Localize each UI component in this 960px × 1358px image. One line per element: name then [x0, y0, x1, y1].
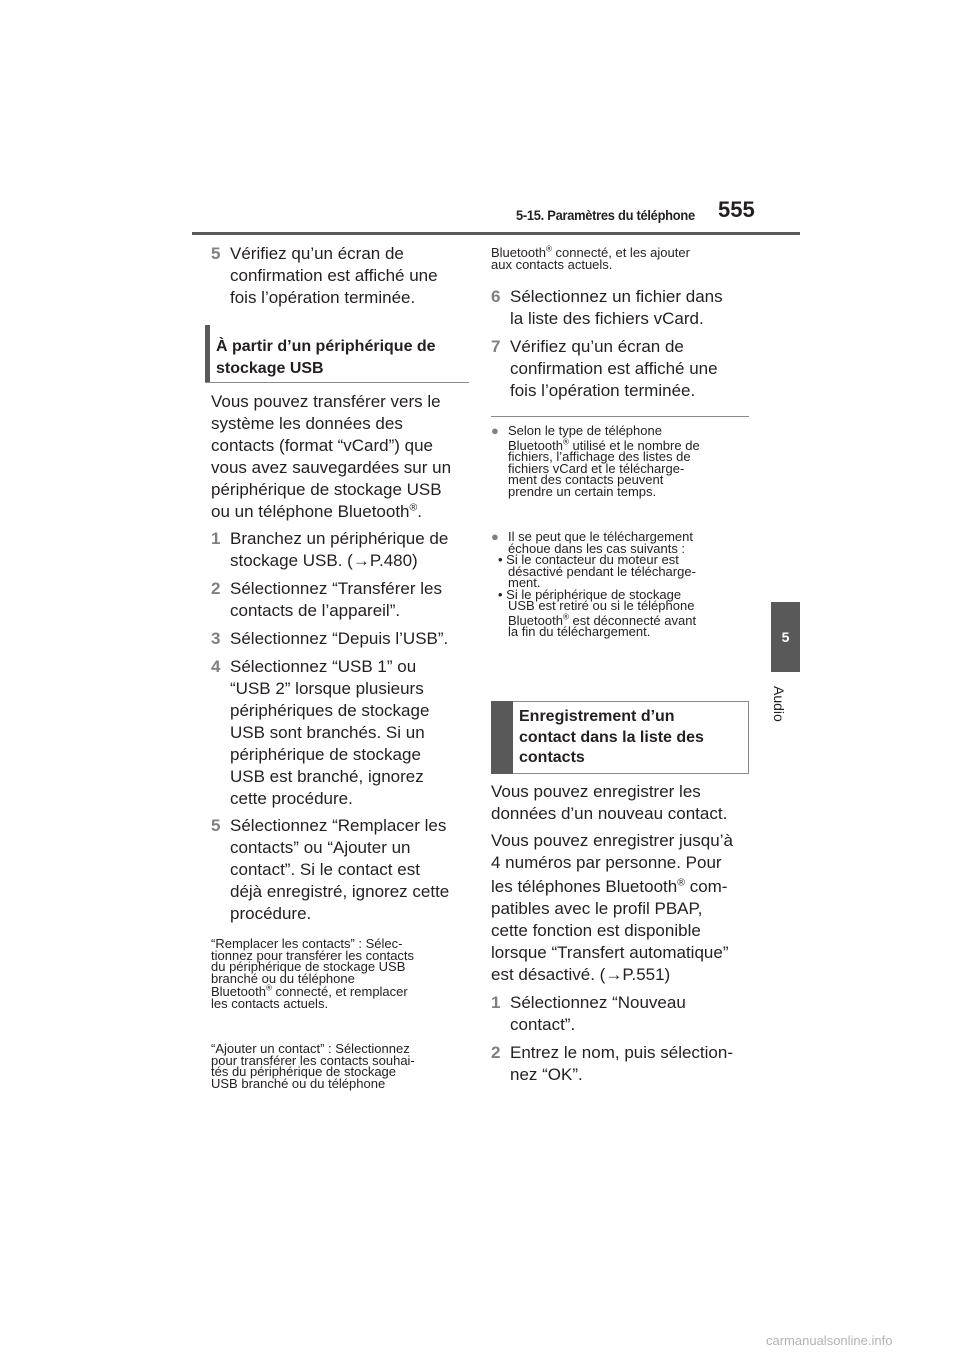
step-number: 1: [491, 993, 501, 1012]
step-4-select-usb: 4 Sélectionnez “USB 1” ou “USB 2” lorsque plusieurs périphériques de stockage USB sont branchés. Si un périphérique de stockage USB est branché, ignorez cette procédure.: [211, 657, 430, 808]
step-number: 6: [491, 287, 501, 306]
bullet-icon: ●: [491, 529, 499, 544]
step-7-confirm: 7 Vérifiez qu’un écran de confirmation est affiché une fois l’opération terminée.: [491, 337, 718, 400]
step-2-transfer: 2 Sélectionnez “Transférer les contacts de l’appareil”.: [211, 579, 442, 620]
chapter-number: 5: [781, 629, 790, 645]
page-number: 555: [718, 197, 755, 222]
step-number: 5: [211, 244, 221, 263]
step-3-from-usb: 3 Sélectionnez “Depuis l’USB”.: [211, 629, 449, 648]
register-limit-paragraph: Vous pouvez enregistrer jusqu’à 4 numéros par personne. Pour les téléphones Bluetooth® com- patibles avec le profil PBAP, cette fonction est disponible lorsque “Transfert automatique” est désactivé. (→P.551): [491, 831, 733, 984]
step-2-enter-name: 2 Entrez le nom, puis sélection- nez “OK”.: [491, 1043, 733, 1084]
note-continuation: Bluetooth® connecté, et les ajouter aux contacts actuels.: [491, 244, 690, 272]
heading-bar: [491, 701, 513, 774]
notes-rule: [491, 416, 749, 417]
heading-bar: [205, 325, 210, 383]
step-number: 1: [211, 529, 221, 548]
step-number: 2: [211, 579, 221, 598]
step-1-connect-usb: 1 Branchez un périphérique de stockage USB. (→P.480): [211, 529, 449, 570]
note-download-failure: ● Il se peut que le téléchargement échoue dans les cas suivants : • Si le contacteur du moteur est désactivé pendant le télécharge- ment. • Si le périphérique de stockage USB est retiré ou si le téléphone Bluetooth® est déconnecté avant la fin du téléchargement.: [491, 529, 697, 639]
bullet-icon: ●: [491, 423, 499, 438]
step-number: 2: [491, 1043, 501, 1062]
step-1-new-contact: 1 Sélectionnez “Nouveau contact”.: [491, 993, 686, 1034]
step-6-select-file: 6 Sélectionnez un fichier dans la liste des fichiers vCard.: [491, 287, 723, 328]
step-number: 7: [491, 337, 501, 356]
note-download-time: ● Selon le type de téléphone Bluetooth® utilisé et le nombre de fichiers, l’affichage des listes de fichiers vCard et le télécharge- ment des contacts peuvent prendre un certain temps.: [491, 423, 700, 499]
step-number: 4: [211, 657, 221, 676]
usb-intro-paragraph: Vous pouvez transférer vers le système les données des contacts (format “vCard”) que vous avez sauvegardées sur un périphérique de stockage USB ou un téléphone Bluetooth®.: [211, 392, 452, 521]
step-5-replace-add: 5 Sélectionnez “Remplacer les contacts” ou “Ajouter un contact”. Si le contact est déjà enregistré, ignorez cette procédure.: [211, 816, 450, 923]
section-title: 5-15. Paramètres du téléphone: [516, 207, 695, 223]
step-number: 5: [211, 816, 221, 835]
register-contact-heading: Enregistrement d’un contact dans la liste des contacts: [491, 701, 749, 774]
step-5-confirm: 5 Vérifiez qu’un écran de confirmation est affiché une fois l’opération terminée.: [211, 244, 438, 307]
step-number: 3: [211, 629, 221, 648]
note-add-contact: “Ajouter un contact” : Sélectionnez pour transférer les contacts souhai- tés du périphérique de stockage USB branché ou du téléphone: [211, 1041, 415, 1091]
header-rule: [192, 232, 800, 235]
usb-section-heading: À partir d’un périphérique de stockage USB: [205, 325, 469, 383]
chapter-label: Audio: [771, 686, 787, 722]
watermark: carmanualsonline.info: [766, 1333, 893, 1348]
register-intro-paragraph: Vous pouvez enregistrer les données d’un nouveau contact.: [491, 782, 728, 823]
note-replace-contacts: “Remplacer les contacts” : Sélec- tionnez pour transférer les contacts du périphérique de stockage USB branché ou du téléphone Bluetooth® connecté, et remplacer les contacts actuels.: [211, 936, 415, 1011]
heading-rule: [205, 382, 469, 383]
